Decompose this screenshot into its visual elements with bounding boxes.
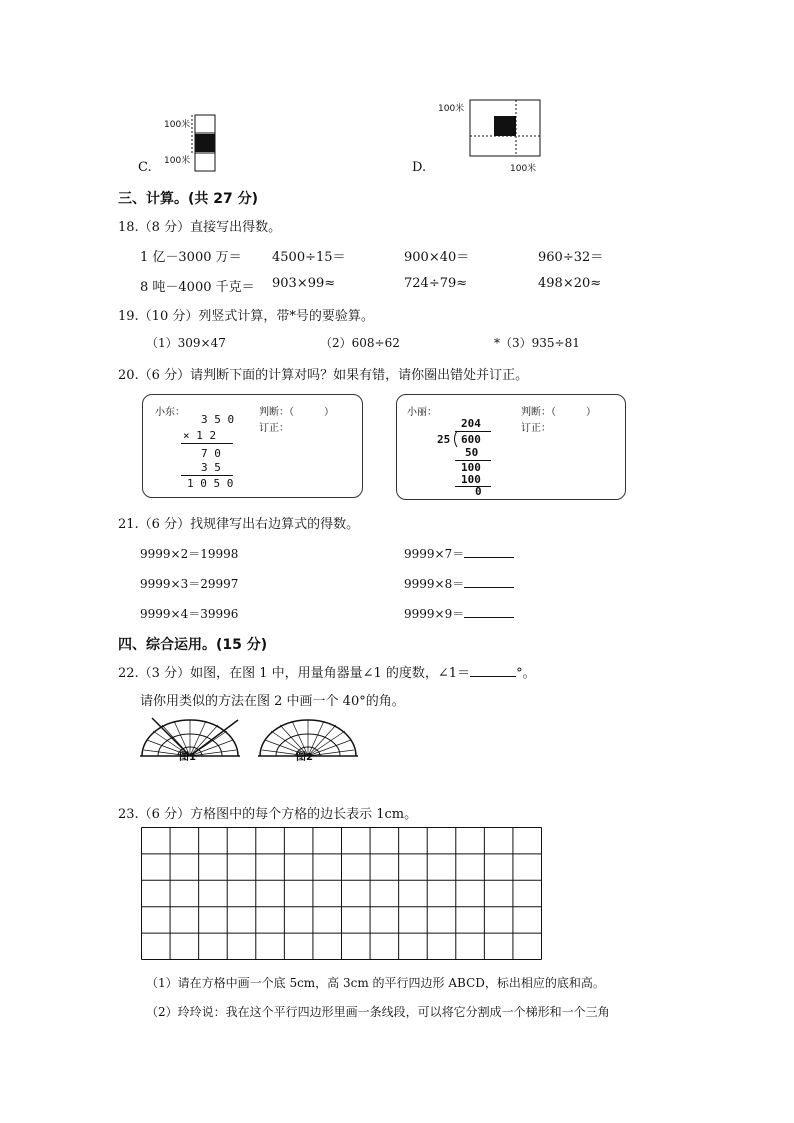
q20-right-quotient: 204	[461, 417, 481, 430]
q21-prompt: 21.（6 分）找规律写出右边算式的得数。	[118, 517, 360, 532]
q20-prompt: 20.（6 分）请判断下面的计算对吗？如果有错，请你圈出错处并订正。	[118, 368, 529, 383]
q19-item: （2）608÷62	[320, 336, 400, 350]
option-c-label: C.	[138, 160, 152, 175]
q20-right-correct: 订正：	[521, 423, 551, 434]
q20-left-line: 7 0	[201, 447, 221, 460]
option-d-figure	[466, 98, 546, 160]
q18-item: 960÷32＝	[538, 250, 604, 265]
q23-sub2: （2）玲玲说：我在这个平行四边形里画一条线段，可以将它分割成一个梯形和一个三角	[146, 1005, 610, 1019]
q20-left-line: × 1 2	[183, 429, 217, 442]
answer-blank[interactable]	[464, 545, 514, 558]
q21-left-item: 9999×4＝39996	[140, 607, 239, 621]
q20-left-box	[142, 394, 363, 498]
option-c-figure	[190, 113, 220, 173]
q20-right-dividend: 600	[461, 433, 481, 446]
q21-left-item: 9999×3＝29997	[140, 577, 239, 591]
q20-right-name: 小丽：	[407, 407, 437, 418]
q18-item: 724÷79≈	[404, 276, 468, 291]
section-4-title: 四、综合运用。(15 分)	[118, 637, 268, 653]
answer-blank[interactable]	[464, 575, 514, 588]
answer-blank[interactable]	[464, 605, 514, 618]
q20-left-line: 1 0 5 0	[187, 477, 234, 490]
q19-item: *（3）935÷81	[494, 336, 580, 350]
q20-right-bracket	[451, 430, 459, 448]
q20-left-judge: 判断：（ ）	[259, 407, 334, 418]
q20-right-judge: 判断：（ ）	[521, 407, 596, 418]
q20-left-line: 3 5	[201, 461, 221, 474]
q19-prompt: 19.（10 分）列竖式计算，带*号的要验算。	[118, 309, 374, 324]
q20-right-box	[396, 394, 626, 500]
q20-left-name: 小东：	[155, 407, 185, 418]
q20-right-step: 0	[475, 485, 482, 498]
option-c-top-label: 100米	[164, 120, 191, 130]
q18-item: 1 亿－3000 万＝	[140, 250, 242, 265]
q20-right-divisor: 25	[437, 433, 451, 446]
q22-prompt-b: °。	[516, 666, 536, 681]
q18-item: 4500÷15＝	[272, 250, 346, 265]
q20-right-step: 50	[465, 446, 479, 459]
q18-item: 498×20≈	[538, 276, 602, 291]
q21-right-item: 9999×9＝	[404, 607, 465, 621]
section-3-title: 三、计算。(共 27 分)	[118, 191, 259, 207]
answer-blank[interactable]	[470, 664, 516, 677]
q23-prompt: 23.（6 分）方格图中的每个方格的边长表示 1cm。	[118, 807, 418, 822]
q23-sub1: （1）请在方格中画一个底 5cm，高 3cm 的平行四边形 ABCD，标出相应的底和高。	[146, 976, 605, 990]
q23-grid[interactable]	[140, 826, 544, 962]
q20-left-correct: 订正：	[259, 423, 289, 434]
q21-right-item: 9999×7＝	[404, 547, 465, 561]
q20-left-line: 3 5 0	[201, 413, 235, 426]
q22-prompt-a: 22.（3 分）如图，在图 1 中，用量角器量∠1 的度数，∠1＝	[118, 666, 471, 681]
option-d-top-label: 100米	[438, 104, 465, 114]
q21-right-item: 9999×8＝	[404, 577, 465, 591]
fig2-caption: 图2	[296, 752, 313, 763]
q18-item: 900×40＝	[404, 250, 470, 265]
q18-prompt: 18.（8 分）直接写出得数。	[118, 220, 282, 235]
option-d-bottom-label: 100米	[510, 164, 537, 174]
q19-item: （1）309×47	[146, 336, 226, 350]
option-c-bottom-label: 100米	[164, 156, 191, 166]
fig1-caption: 图1	[179, 752, 196, 763]
q18-item: 8 吨－4000 千克＝	[140, 280, 255, 295]
q20-right-step: 100	[461, 473, 481, 486]
option-d-label: D.	[412, 160, 427, 175]
q20-right-step: 100	[461, 461, 481, 474]
q21-left-item: 9999×2＝19998	[140, 547, 239, 561]
q22-line2: 请你用类似的方法在图 2 中画一个 40°的角。	[140, 694, 405, 709]
q18-item: 903×99≈	[272, 276, 336, 291]
